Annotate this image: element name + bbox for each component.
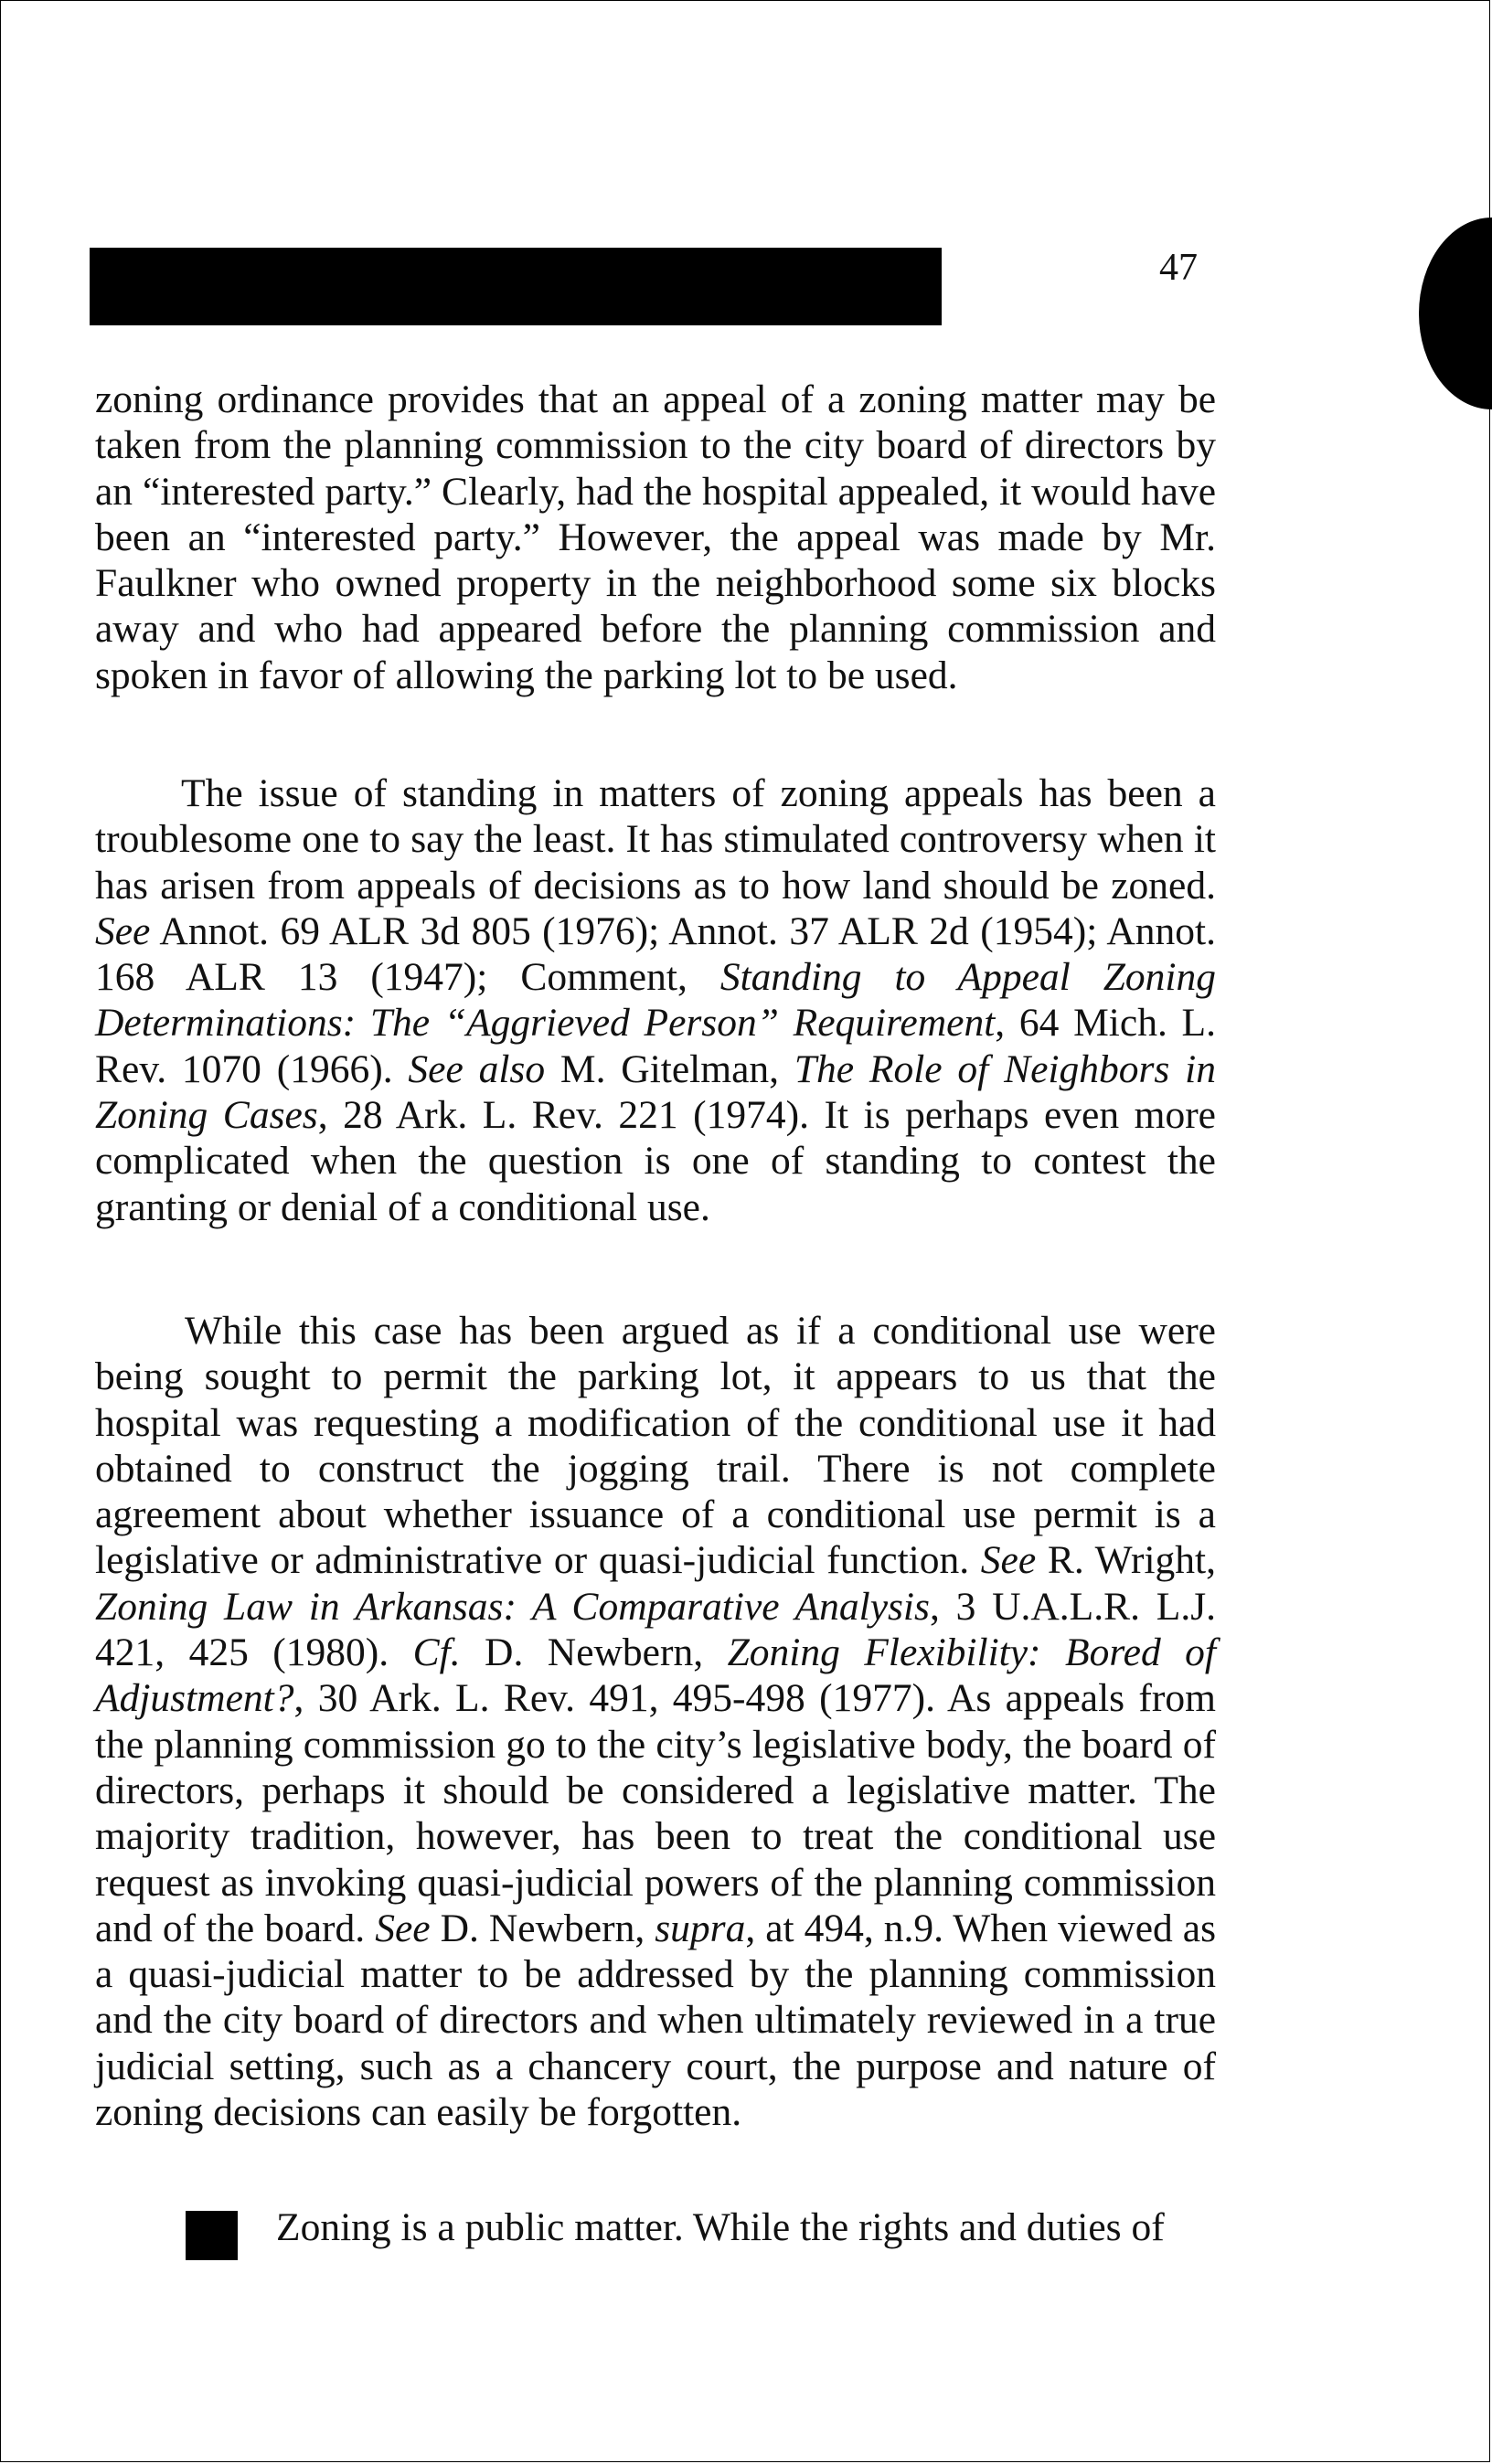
paragraph-3 [95, 1308, 1216, 2135]
redacted-marker-block [186, 2211, 238, 2260]
paragraph-2-text: Annot. 69 ALR 3d 805 (1976); Annot. 37 ALR 2d (1954); Annot. 168 ALR 13 (1947); Comment, [95, 908, 1216, 1000]
paragraph-2-text: , 64 Mich. L. Rev. 1070 (1966). [95, 1001, 1216, 1091]
paragraph-3-text: , 3 U.A.L.R. L.J. 421, 425 (1980). [95, 1584, 1216, 1675]
redacted-header-block [90, 248, 942, 325]
citation-title: Zoning Flexibility: Bored of Adjustment? [95, 1630, 1216, 1721]
signal-see-also: See also [408, 1046, 546, 1091]
citation-title: The Role of Neighbors in Zoning Cases [95, 1046, 1216, 1138]
paragraph-4: Zoning is a public matter. While the rights and duties of [276, 2205, 1165, 2249]
signal-see: See [95, 908, 151, 953]
paragraph-3-text: R. Wright, [1036, 1538, 1216, 1583]
citation-title: Zoning Law in Arkansas: A Comparative Analysis [95, 1584, 930, 1629]
paragraph-3-text: , 30 Ark. L. Rev. 491, 495-498 (1977). As appeals from the planning commission go to the city’s legislative body, the board of directors, perhaps it should be considered a legislative matter. The majority tradition, however, has been to treat the conditional use request as invoking quasi-judicial powers of the planning commission and of the board. [95, 1676, 1216, 1950]
paragraph-3-text: , at 494, n.9. When viewed as a quasi-judicial matter to be addressed by the planning commission and the city board of directors and when ultimately reviewed in a true judicial setting, such as a chancery court, the purpose and nature of zoning decisions can easily be forgotten. [95, 1906, 1217, 2135]
paragraph-3-text: While this case has been argued as if a conditional use were being sought to permit the parking lot, it appears to us that the hospital was requesting a modification of the conditional use it had obtained to construct the jogging trail. There is not complete agreement about whether issuance of a conditional use permit is a legislative or administrative or quasi-judicial function. [95, 1309, 1216, 1583]
paragraph-3-text: D. Newbern, [430, 1906, 655, 1950]
signal-cf: Cf. [412, 1630, 461, 1675]
paragraph-3-text: D. Newbern, [460, 1630, 728, 1675]
signal-see: See [980, 1538, 1037, 1583]
paragraph-1: zoning ordinance provides that an appeal of a zoning matter may be taken from the planning commission to the city board of directors by an “interested party.” Clearly, had the hospital appealed, it would have been an “interested party.” However, the appeal was made by Mr. Faulkner who owned property in the neighborhood some six blocks away and who had appeared before the planning commission and spoken in favor of allowing the parking lot to be used. [95, 377, 1216, 697]
paragraph-2 [95, 770, 1216, 1230]
paragraph-2-text: M. Gitelman, [545, 1046, 794, 1091]
signal-supra: supra [655, 1906, 746, 1950]
citation-title: Standing to Appeal Zoning Determinations: The “Aggrieved Person” Requirement [95, 955, 1216, 1046]
paragraph-2-text: The issue of standing in matters of zoning appeals has been a troublesome one to say the least. It has stimulated controversy when it has arisen from appeals of decisions as to how land should be zoned. [95, 771, 1216, 908]
paragraph-2-text: , 28 Ark. L. Rev. 221 (1974). It is perhaps even more complicated when the question is one of standing to contest the granting or denial of a conditional use. [95, 1093, 1216, 1229]
page-number: 47 [1159, 247, 1198, 289]
signal-see: See [375, 1906, 431, 1950]
